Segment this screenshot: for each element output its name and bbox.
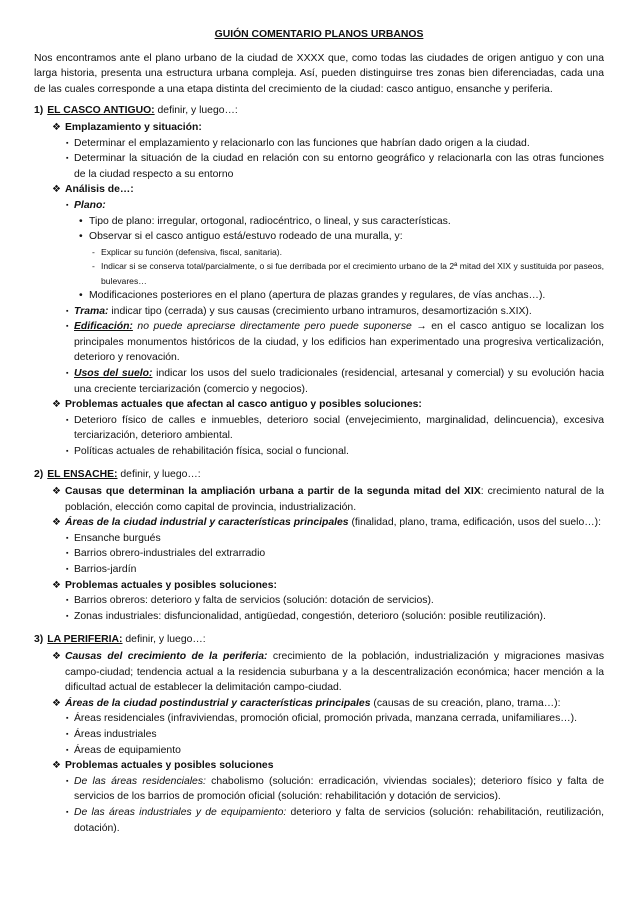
dash-bullet-icon: - [92,246,95,257]
subsection-label: Causas que determinan la ampliación urbana a partir de la segunda mitad del XIX [65,486,481,498]
list-item-text: deterioro y falta de servicios (solución: rehabilitación, reutilización, dotación). [74,806,605,834]
subsection-text: crecimiento de la población, industrialización y migraciones masivas campo-ciudad; tendencia actual a la residencia suburbana y a la descentralización económica; hacer mención a la dificultad actual de establecer la delimitación campo-ciudad. [65,651,605,694]
square-bullet-icon: ▪ [66,746,69,754]
list-item-text: Indicar si se conserva total/parcialmente, o si fue derribada por el crecimiento urbano de la 2ª mitad del XIX y sustituida por paseos, bulevares… [101,261,604,286]
list-item-label: Edificación: [74,321,133,333]
section-tail: definir, y luego…: [117,469,201,481]
list-item [34,562,604,578]
list-item-text: Áreas industriales [74,728,157,740]
list-item [34,259,604,288]
dash-bullet-icon: - [92,261,95,272]
square-bullet-icon: ▪ [66,201,69,209]
section-number: 3) [34,634,44,646]
section-heading [34,632,604,648]
list-item-text: Observar si el casco antiguo está/estuvo rodeado de una muralla, y: [89,231,403,243]
diamond-bullet-icon: ❖ [52,399,61,411]
subsection-emplazamiento [34,120,604,136]
list-item [34,151,604,182]
list-item-text: Políticas actuales de rehabilitación física, social o funcional. [74,445,349,457]
subsection-analisis [34,182,604,198]
diamond-bullet-icon: ❖ [52,121,61,133]
diamond-bullet-icon: ❖ [52,697,61,709]
subsection-label: Problemas actuales y posibles soluciones [65,760,274,772]
section-tail: definir, y luego…: [154,105,238,117]
list-item-text: chabolismo (solución: erradicación, viviendas sociales); deterioro físico y falta de servicios de los barrios de promoción oficial (solución: rehabilitación y dotación de servicios). [74,775,604,803]
list-item-label: Plano: [74,199,106,211]
subsection-label: Causas del crecimiento de la periferia: [65,651,268,662]
subsection-label: Problemas actuales que afectan al casco antiguo y posibles soluciones: [65,399,422,411]
list-item [34,774,604,805]
list-item [34,546,604,562]
section-name: EL CASCO ANTIGUO: [47,105,155,117]
square-bullet-icon: ▪ [66,369,69,377]
diamond-bullet-icon: ❖ [52,579,61,591]
square-bullet-icon: ▪ [66,534,69,542]
section-casco-antiguo [34,103,604,459]
list-item [34,136,604,152]
list-item-text: Modificaciones posteriores en el plano (apertura de plazas grandes y regulares, de vías anchas…). [89,289,546,301]
square-bullet-icon: ▪ [66,307,69,315]
square-bullet-icon: ▪ [66,447,69,455]
subsection-problemas [34,578,604,594]
intro-paragraph: Nos encontramos ante el plano urbano de la ciudad de XXXX que, como todas las ciudades de origen antiguo y con una larga historia, presenta una estructura urbana compleja. Así, pueden distinguirse tres zonas bien diferenciadas, cada una de las cuales corresponde a una etapa distinta del crecimiento de la ciudad: casco antiguo, ensanche y periferia. [34,52,604,95]
subsection-label: Problemas actuales y posibles soluciones: [65,579,277,591]
list-item-text: Barrios obrero-industriales del extrarradio [74,548,266,560]
list-item [34,531,604,547]
list-item-text: Barrios-jardín [74,564,137,576]
dot-bullet-icon: • [79,231,83,243]
section-ensanche [34,467,604,624]
list-item [34,288,604,304]
section-tail: definir, y luego…: [122,634,206,646]
square-bullet-icon: ▪ [66,550,69,558]
list-item [34,198,604,214]
list-item [34,609,604,625]
square-bullet-icon: ▪ [66,323,69,331]
section-number: 2) [34,469,44,481]
list-item [34,413,604,444]
diamond-bullet-icon: ❖ [52,651,61,662]
square-bullet-icon: ▪ [66,566,69,574]
square-bullet-icon: ▪ [66,416,69,424]
subsection-areas [34,515,604,531]
subsection-areas [34,696,604,712]
diamond-bullet-icon: ❖ [52,486,61,498]
subsection-text: : crecimiento natural de la población, elección como capital de provincia, industrialización. [65,486,604,513]
section-name: EL ENSACHE: [47,469,118,481]
list-item [34,743,604,759]
list-item [34,727,604,743]
subsection-causas [34,649,604,696]
square-bullet-icon: ▪ [66,777,69,785]
dot-bullet-icon: • [79,289,83,301]
list-item-text: Barrios obreros: deterioro y falta de servicios (solución: dotación de servicios). [74,595,434,607]
diamond-bullet-icon: ❖ [52,184,61,196]
list-item [34,593,604,609]
square-bullet-icon: ▪ [66,139,69,147]
diamond-bullet-icon: ❖ [52,760,61,772]
list-item-text: Explicar su función (defensiva, fiscal, sanitaria). [101,246,283,257]
list-item [34,245,604,259]
diamond-bullet-icon: ❖ [52,517,61,529]
section-periferia [34,632,604,836]
list-item-label: De las áreas industriales y de equipamiento: [74,806,287,818]
list-item-label: De las áreas residenciales: [74,775,206,787]
list-item-text: Áreas de equipamiento [74,744,181,756]
list-item-text: Ensanche burgués [74,532,161,544]
square-bullet-icon: ▪ [66,155,69,163]
arrow-right-icon: → [416,321,427,333]
square-bullet-icon: ▪ [66,808,69,816]
list-item-text: Zonas industriales: disfuncionalidad, antigüedad, congestión, deterioro (solución: posible reutilización). [74,610,546,622]
subsection-label: Áreas de la ciudad industrial y características principales [65,517,349,529]
list-item [34,229,604,245]
list-item-text: indicar los usos del suelo tradicionales (residencial, artesanal y comercial) y su evolución hacia una creciente terciarización (comercio y negocios). [74,367,604,395]
subsection-problemas [34,758,604,774]
list-item-label: Usos del suelo: [74,367,153,379]
square-bullet-icon: ▪ [66,597,69,605]
list-item-text: indicar tipo (cerrada) y sus causas (crecimiento urbano intramuros, desamortización s.XIX). [108,305,532,317]
subsection-text: (causas de su creación, plano, trama…): [370,697,561,709]
list-item [34,444,604,460]
subsection-label: Análisis de…: [65,184,134,196]
subsection-text: (finalidad, plano, trama, edificación, usos del suelo…): [348,517,601,529]
list-item [34,711,604,727]
list-item-text: Determinar el emplazamiento y relacionarlo con las funciones que habrían dado origen a la ciudad. [74,137,530,149]
section-heading [34,467,604,483]
square-bullet-icon: ▪ [66,715,69,723]
subsection-label: Emplazamiento y situación: [65,121,202,133]
section-name: LA PERIFERIA: [47,634,123,646]
list-item-text: Deterioro físico de calles e inmuebles, deterioro social (envejecimiento, marginalidad, delincuencia), excesiva terciarización, deterioro ambiental. [74,414,604,442]
list-item [34,304,604,320]
section-number: 1) [34,105,44,117]
list-item [34,319,604,366]
dot-bullet-icon: • [79,215,83,227]
list-item-text: Tipo de plano: irregular, ortogonal, radiocéntrico, o lineal, y sus características. [89,215,451,227]
list-item-text: Áreas residenciales (infraviviendas, promoción oficial, promoción privada, manzana cerrada, unifamiliares…). [74,713,578,725]
subsection-causas [34,484,604,515]
list-item-text: Determinar la situación de la ciudad en relación con su entorno geográfico y relacionarla con las otras funciones de la ciudad respecto a su entorno [74,153,604,180]
list-item [34,366,604,397]
list-item [34,805,604,836]
list-item [34,214,604,230]
subsection-label: Áreas de la ciudad postindustrial y características principales [65,697,371,709]
square-bullet-icon: ▪ [66,730,69,738]
document-title: GUIÓN COMENTARIO PLANOS URBANOS [214,29,424,40]
section-heading [34,103,604,119]
square-bullet-icon: ▪ [66,612,69,620]
list-item-text: no puede apreciarse directamente pero puede suponerse [132,321,417,333]
list-item-text: en el casco antiguo se localizan los principales monumentos históricos de la ciudad, y los edificios han experimentado una progresiva verticalización, deterioro y renovación. [74,321,605,364]
list-item-label: Trama: [74,305,109,317]
subsection-problemas [34,397,604,413]
